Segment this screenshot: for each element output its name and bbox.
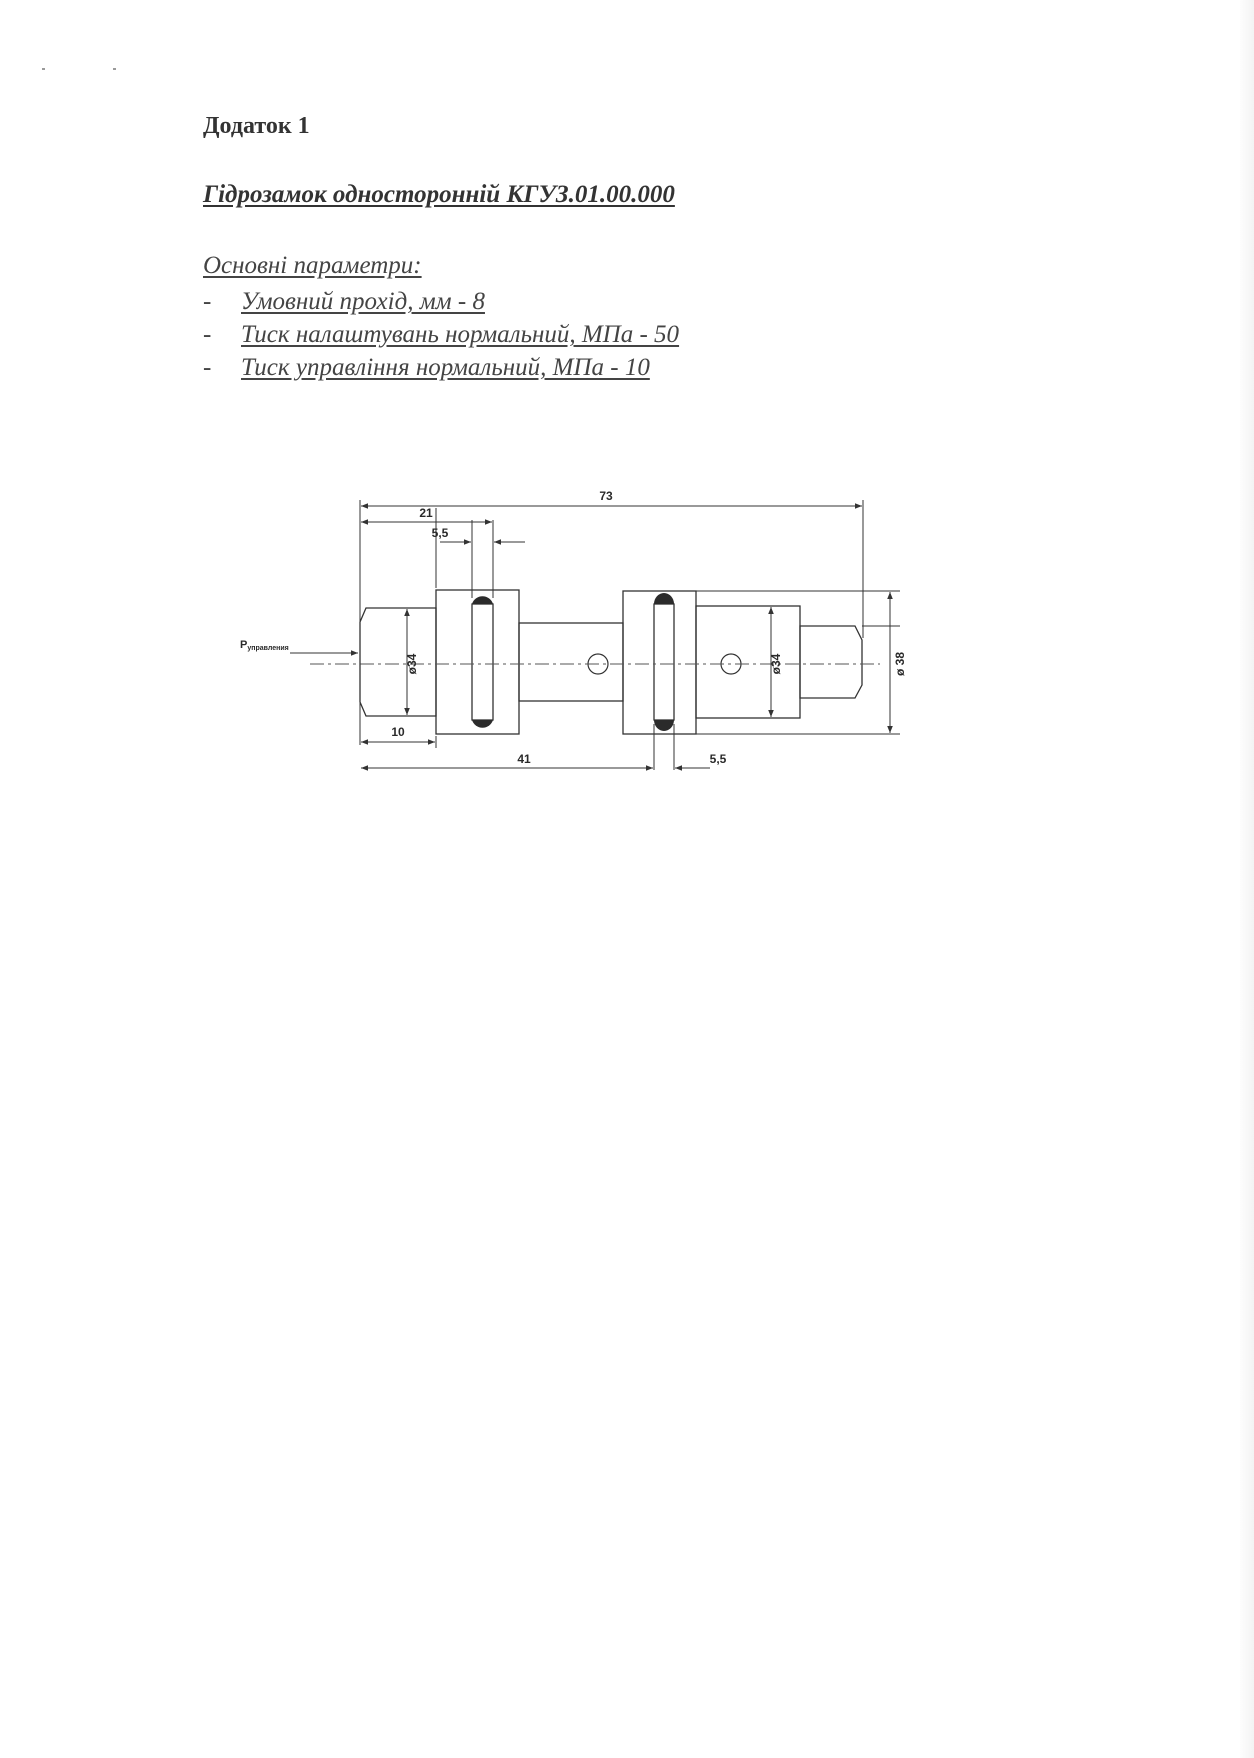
right-groove xyxy=(654,604,674,720)
dim-73: 73 xyxy=(599,489,613,503)
o-rings xyxy=(472,593,674,731)
right-body xyxy=(623,591,696,734)
parameters-list xyxy=(203,285,679,384)
dim-dia38: ø 38 xyxy=(893,651,907,677)
pressure-label-p: P xyxy=(240,639,248,651)
pressure-label xyxy=(240,639,289,652)
dimension-lines xyxy=(361,506,890,768)
extension-lines xyxy=(360,500,900,770)
dim-10: 10 xyxy=(391,725,405,739)
o-ring xyxy=(472,596,493,604)
dim-dia34-left: ø34 xyxy=(405,653,419,675)
dim-21: 21 xyxy=(419,506,433,520)
document-title: Гідрозамок односторонній КГУЗ.01.00.000 xyxy=(203,181,675,208)
o-ring xyxy=(654,720,674,731)
parameter-text: Тиск управління нормальний, МПа - 10 xyxy=(241,354,650,381)
list-dash: - xyxy=(203,354,212,381)
parameters-heading: Основні параметри: xyxy=(203,252,422,279)
parameter-text: Тиск налаштувань нормальний, МПа - 50 xyxy=(241,321,680,348)
valve-drawing xyxy=(240,480,920,840)
parameter-item xyxy=(203,351,679,384)
dim-5-5-top: 5,5 xyxy=(431,526,449,540)
dim-41: 41 xyxy=(517,752,531,766)
o-ring xyxy=(472,720,493,728)
appendix-heading: Додаток 1 xyxy=(203,113,310,139)
left-stub xyxy=(360,608,436,716)
dim-dia34-right: ø34 xyxy=(769,653,783,675)
scan-mark xyxy=(113,68,116,70)
page-edge xyxy=(1240,0,1254,1758)
dim-5-5-bottom: 5,5 xyxy=(709,752,727,766)
parameter-item xyxy=(203,318,679,351)
pressure-label-subscript: управления xyxy=(247,645,289,652)
parameter-item xyxy=(203,285,679,318)
o-ring xyxy=(654,593,674,604)
left-body xyxy=(436,590,519,734)
list-dash: - xyxy=(203,288,212,315)
valve-body xyxy=(360,590,862,734)
left-groove xyxy=(472,604,493,720)
scan-mark xyxy=(42,68,45,70)
right-stub xyxy=(800,626,862,698)
list-dash: - xyxy=(203,321,212,348)
right-section xyxy=(696,606,800,718)
parameter-text: Умовний прохід, мм - 8 xyxy=(241,288,485,315)
